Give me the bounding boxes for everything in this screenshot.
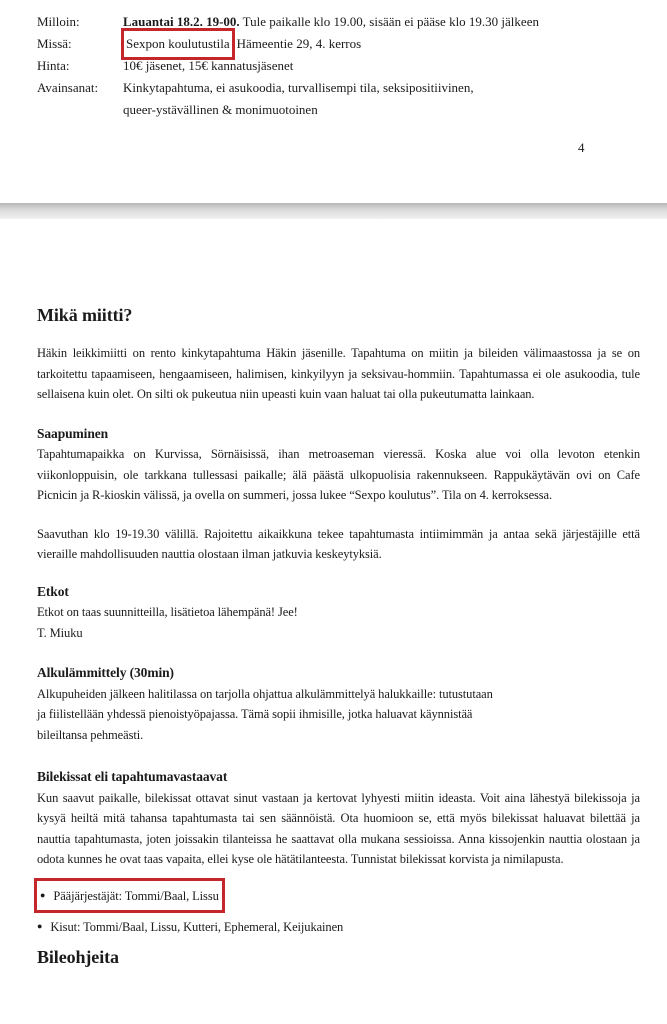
organizers-text: Pääjärjestäjät: Tommi/Baal, Lissu — [53, 888, 219, 903]
section-heading-alkulammittely: Alkulämmittely (30min) — [37, 665, 174, 680]
page-content — [37, 304, 640, 985]
alkulammittely-line2: ja fiilistellään yhdessä pienoistyöpajassa. Tämä sopii ihmisille, jotka haluavat käynnistää — [37, 707, 473, 721]
section-heading-etkot: Etkot — [37, 583, 69, 599]
alkulammittely-paragraph — [37, 684, 640, 746]
event-arrival-note: Tule paikalle klo 19.00, sisään ei pääse klo 19.30 jälkeen — [242, 14, 539, 29]
page-title: Mikä miitti? — [37, 305, 133, 325]
bullet-item-kisut — [37, 915, 640, 938]
alkulammittely-line3: bileiltansa pehmeästi. — [37, 727, 144, 742]
kisut-text: Kisut: Tommi/Baal, Lissu, Kutteri, Ephemeral, Keijukainen — [50, 919, 344, 934]
event-keywords-line1: Kinkytapahtuma, ei asukoodia, turvallisempi tila, seksipositiivinen, — [123, 80, 474, 95]
highlight-annotation-venue: Sexpon koulutustila — [126, 33, 230, 55]
event-price: 10€ jäsenet, 15€ kannatusjäsenet — [123, 58, 294, 73]
alkulammittely-line1: Alkupuheiden jälkeen halitilassa on tarjolla ohjattua alkulämmittelyä halukkaille: tutustutaan — [37, 686, 493, 701]
event-info-table — [37, 11, 640, 121]
etkot-signature: T. Miuku — [37, 625, 83, 640]
next-section-heading: Bileohjeita — [37, 946, 119, 967]
event-keywords — [123, 77, 640, 121]
event-address: Hämeentie 29, 4. kerros — [236, 36, 362, 51]
intro-paragraph: Häkin leikkimiitti on rento kinkytapahtuma Häkin jäsenille. Tapahtuma on miitin ja bileiden välimaastossa ja se on tarkoitettu tapaamiseen, hengaamiseen, halimisen, kinkyilyyn ja seksivau-hommiin. Tapahtumassa ei ole asukoodia, tule sellaisena kuin olet. On silti ok pukeutua niin upeasti kuin vaan haluat tai olla pukeutumatta lainkaan. — [37, 346, 640, 401]
bullet-item-organizers — [37, 884, 640, 907]
info-row-price — [37, 55, 640, 77]
section-heading-saapuminen: Saapuminen — [37, 425, 109, 441]
info-row-keywords — [37, 77, 640, 121]
saapuminen-paragraph: Tapahtumapaikka on Kurvissa, Sörnäisissä, ihan metroaseman vieressä. Koska alue voi olla levoton etenkin viikonloppuisin, ole tarkkana tullessasi paikalle; älä päästä ulkopuolisia rakennukseen. Rappukäytävän ovi on Cafe Picnicin ja R-kioskin välissä, ja ovella on summeri, jossa lukee “Sexpo koulutus”. Tila on 4. kerroksessa. — [37, 447, 640, 502]
info-label-when: Milloin: — [37, 14, 80, 29]
page-separator — [0, 203, 667, 219]
info-value-when — [123, 11, 640, 33]
info-row-where — [37, 33, 640, 55]
event-keywords-line2: queer-ystävällinen & monimuotoinen — [123, 102, 318, 117]
info-label-where: Missä: — [37, 36, 72, 51]
bullet-icon: ● — [37, 920, 43, 931]
arrival-window-paragraph: Saavuthan klo 19-19.30 välillä. Rajoitettu aikaikkuna tekee tapahtumasta intiimimmän ja antaa sekä järjestäjille että vieraille mahdollisuuden nauttia olostaan ilman jatkuvia keskeytyksiä. — [37, 526, 640, 561]
section-heading-bilekissat: Bilekissat eli tapahtumavastaavat — [37, 769, 228, 784]
info-label-keywords: Avainsanat: — [37, 80, 99, 95]
page-number: 4 — [578, 140, 585, 155]
bilekissat-paragraph: Kun saavut paikalle, bilekissat ottavat sinut vastaan ja kertovat lyhyesti miitin ideasta. Voit aina lähestyä bilekissoja ja kysyä heiltä mitä tahansa tapahtumasta tai sen säännöistä. Ota huomioon se, että myös bilekissat haluavat bilettää ja nauttia tapahtumasta, joten joissakin tilanteissa he saattavat olla mukana sessioissa. Anna kissojenkin nauttia olostaan ja odota kunnes he ovat taas vapaita, ellei kyse ole hätätilanteesta. Tunnistat bilekissat korvista ja nimilapusta. — [37, 790, 640, 866]
info-value-where — [123, 33, 640, 55]
info-label-price: Hinta: — [37, 58, 70, 73]
bullet-icon: ● — [40, 889, 46, 900]
etkot-paragraph — [37, 602, 640, 643]
etkot-line1: Etkot on taas suunnitteilla, lisätietoa lähempänä! Jee! — [37, 605, 298, 619]
event-datetime: Lauantai 18.2. 19-00. — [123, 14, 240, 29]
info-row-when — [37, 11, 640, 33]
highlight-annotation-organizers — [40, 884, 219, 907]
